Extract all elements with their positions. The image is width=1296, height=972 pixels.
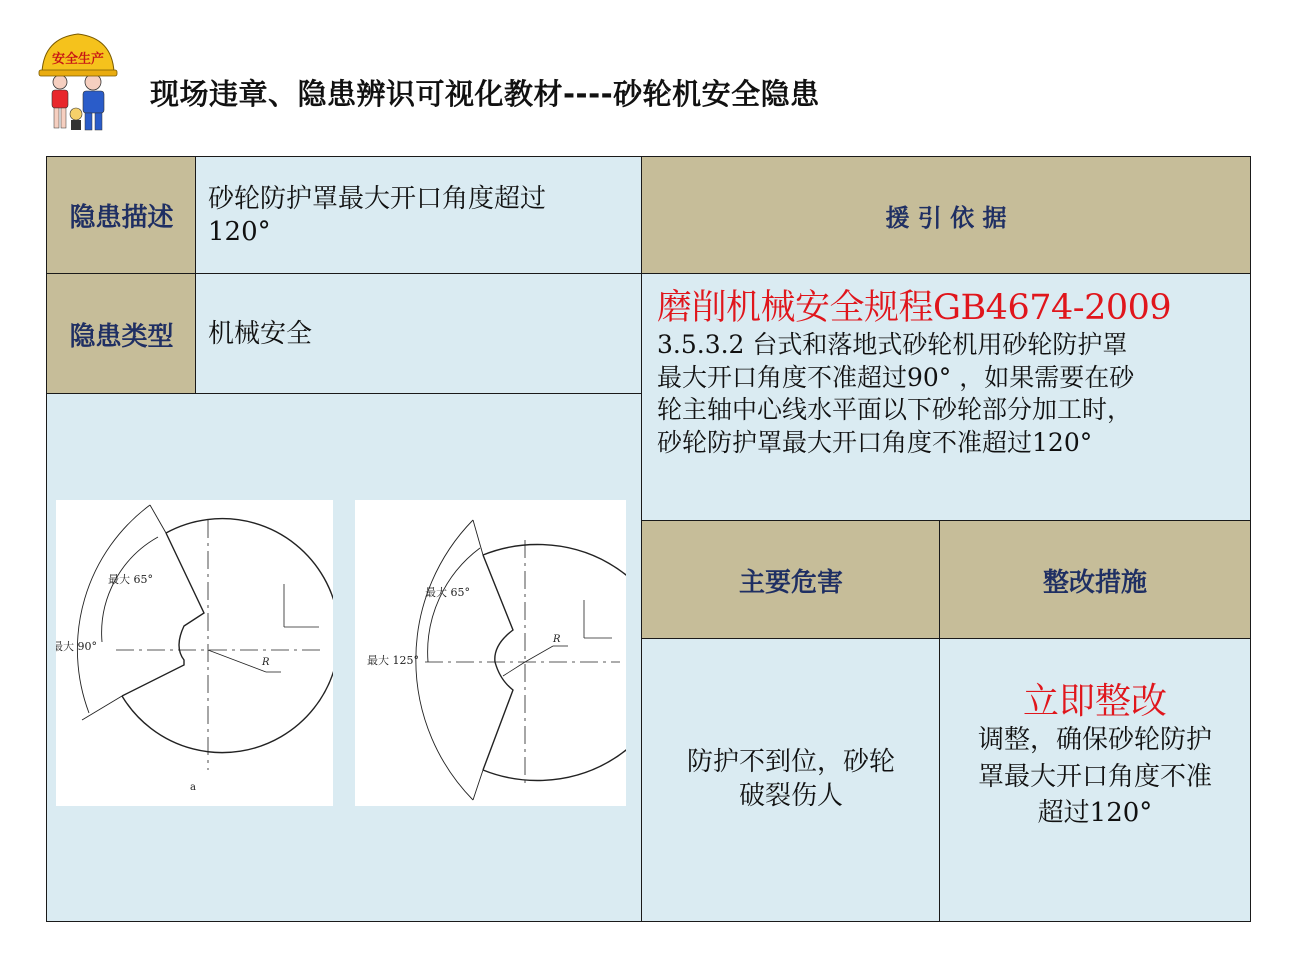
hazard-line: 防护不到位，砂轮 [686,747,895,778]
regulation-clause [657,329,1250,459]
svg-text:最大 90°: 最大 90° [56,640,97,653]
hazard-type-label-text: 隐患类型 [69,321,174,352]
corrective-measures-header [939,520,1251,640]
reference-basis-header [641,156,1251,275]
page-title: 现场违章、隐患辨识可视化教材----砂轮机安全隐患 [150,77,820,111]
svg-text:最大 65°: 最大 65° [108,573,153,586]
main-hazard-content [641,638,941,922]
regulation-line: 最大开口角度不准超过90° ，如果需要在砂 [657,362,1135,392]
corrective-measures-content [939,638,1251,922]
immediate-rectification-title: 立即整改 [1022,681,1167,722]
hazard-description-line2: 120° [208,216,271,247]
hazard-description-line1: 砂轮防护罩最大开口角度超过 [208,184,547,214]
svg-text:安全生产: 安全生产 [51,52,105,67]
measure-line: 调整，确保砂轮防护 [977,725,1212,756]
hazard-description-label [46,156,197,275]
svg-text:a: a [190,782,196,793]
measure-line: 超过120° [1037,798,1153,829]
hazard-description-label-text: 隐患描述 [69,203,174,233]
svg-text:R: R [553,634,561,645]
corrective-measures-header-text: 整改措施 [1042,567,1147,598]
hazard-type-text: 机械安全 [208,318,313,349]
svg-text:最大 65°: 最大 65° [425,586,470,599]
svg-text:R: R [262,657,270,668]
regulation-line: 轮主轴中心线水平面以下砂轮部分加工时， [657,395,1133,425]
hazard-line: 破裂伤人 [738,781,843,811]
reference-basis-content [641,273,1251,522]
grinding-wheel-guard-diagram-125 [355,500,626,806]
regulation-line: 3.5.3.2 台式和落地式砂轮机用砂轮防护罩 [657,330,1128,360]
main-hazard-header [641,520,941,640]
measure-line: 罩最大开口角度不准 [977,761,1212,792]
reference-basis-header-text: 援 引 依 据 [885,204,1007,232]
safety-helmet-logo [38,30,118,136]
svg-text:最大 125°: 最大 125° [367,654,419,667]
hazard-description-value [195,156,643,275]
grinding-wheel-guard-diagram-90 [56,500,333,806]
regulation-line: 砂轮防护罩最大开口角度不准超过120° [657,427,1093,457]
main-hazard-header-text: 主要危害 [738,567,843,598]
hazard-type-value [195,273,643,395]
hazard-type-label [46,273,197,395]
regulation-title: 磨削机械安全规程GB4674-2009 [657,288,1172,328]
